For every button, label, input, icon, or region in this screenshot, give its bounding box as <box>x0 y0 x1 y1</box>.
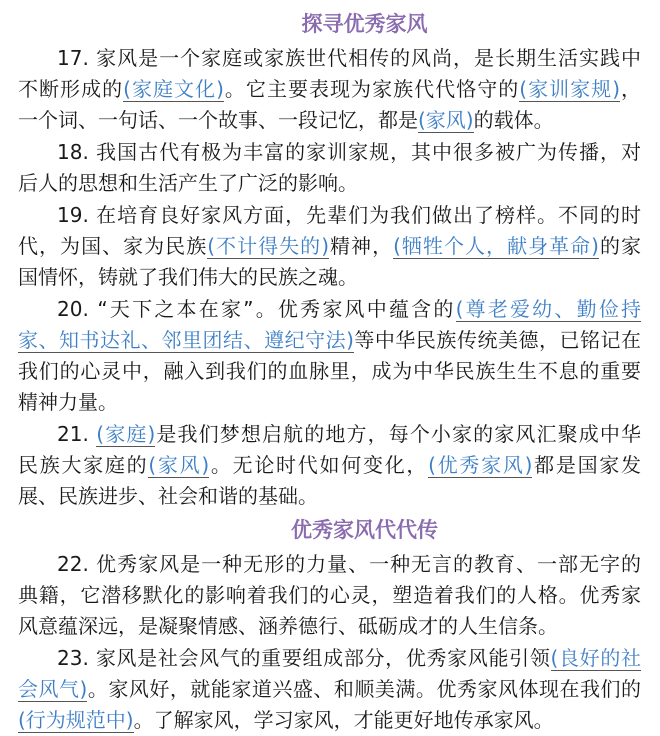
text-line <box>18 387 641 418</box>
text-line <box>18 705 641 736</box>
fill-in-answer: (牺牲个人，献身革命) <box>393 234 599 258</box>
text-segment: 后人的思想和生活产生了广泛的影响。 <box>18 171 358 195</box>
text-segment: 的载体。 <box>473 108 554 132</box>
text-segment: 。家风好，就能家道兴盛、和顺美满。优秀家风体现在我们的 <box>87 677 641 701</box>
text-line <box>18 262 641 293</box>
fill-in-answer: 家、知书达礼、邻里团结、遵纪守法) <box>18 328 354 352</box>
fill-in-answer: (不计得失的) <box>207 234 329 258</box>
section-heading: 优秀家风代代传 <box>291 518 438 542</box>
text-segment: 民族大家庭的 <box>18 453 149 477</box>
paragraph <box>18 419 641 512</box>
text-segment: 精神， <box>329 234 394 258</box>
text-line <box>18 105 641 136</box>
text-line <box>18 137 641 168</box>
text-segment: 22. 优秀家风是一种无形的力量、一种无言的教育、一部无字的 <box>57 552 641 576</box>
text-segment: 一个词、一句话、一个故事、一段记忆，都是 <box>18 108 418 132</box>
fill-in-answer: (家风) <box>418 108 474 132</box>
text-segment: 典籍，它潜移默化的影响着我们的心灵，塑造着我们的人格。优秀家 <box>18 583 641 607</box>
text-segment: 不断形成的 <box>18 77 124 101</box>
text-segment: 。它主要表现为家族代代恪守的 <box>223 77 520 101</box>
text-segment: 风意蕴深远，是凝聚情感、涵养德行、砥砺成才的人生信条。 <box>18 614 558 638</box>
fill-in-answer: (行为规范中) <box>18 708 134 732</box>
text-line <box>18 643 641 674</box>
text-line <box>18 325 641 356</box>
text-line <box>18 200 641 231</box>
text-line <box>18 43 641 74</box>
text-segment: 代，为国、家为民族 <box>18 234 208 258</box>
text-segment: 。了解家风，学习家风，才能更好地传承家风。 <box>133 708 554 732</box>
text-line <box>18 74 641 105</box>
text-line <box>18 294 641 325</box>
fill-in-answer: (家风) <box>148 453 210 477</box>
text-line <box>18 168 641 199</box>
text-line <box>18 674 641 705</box>
text-segment: 我们的心灵中，融入到我们的血脉里，成为中华民族生生不息的重要 <box>18 359 641 383</box>
paragraph <box>18 137 641 199</box>
text-line <box>18 580 641 611</box>
text-segment: 18. 我国古代有极为丰富的家训家规，其中很多被广为传播，对 <box>57 140 641 164</box>
text-segment: 精神力量。 <box>18 390 118 414</box>
text-segment: 国情怀，铸就了我们伟大的民族之魂。 <box>18 265 358 289</box>
section-heading: 探寻优秀家风 <box>301 12 428 36</box>
fill-in-answer: (优秀家风) <box>428 453 533 477</box>
text-line <box>18 450 641 481</box>
fill-in-answer: (良好的社 <box>550 646 641 670</box>
text-segment: 17. 家风是一个家庭或家族世代相传的风尚，是长期生活实践中 <box>57 46 641 70</box>
paragraph <box>18 200 641 293</box>
text-line <box>18 611 641 642</box>
text-segment: 。无论时代如何变化， <box>209 453 429 477</box>
text-segment: 19. 在培育良好家风方面，先辈们为我们做出了榜样。不同的时 <box>57 203 641 227</box>
text-segment: 21. <box>57 422 97 446</box>
fill-in-answer: (家训家规) <box>519 77 620 101</box>
text-line <box>18 356 641 387</box>
paragraph <box>18 549 641 642</box>
text-segment: 展、民族进步、社会和谐的基础。 <box>18 484 318 508</box>
text-segment: 是我们梦想启航的地方，每个小家的家风汇聚成中华 <box>155 422 641 446</box>
text-segment: 20. “天下之本在家”。优秀家风中蕴含的 <box>57 297 456 321</box>
text-line <box>18 231 641 262</box>
text-line <box>18 549 641 580</box>
paragraph <box>18 43 641 136</box>
text-segment: 的家 <box>598 234 641 258</box>
fill-in-answer: 会风气) <box>18 677 88 701</box>
text-segment: 等中华民族传统美德，已铭记在 <box>353 328 641 352</box>
text-segment: 都是国家发 <box>532 453 641 477</box>
document-page <box>18 6 641 736</box>
text-segment: ， <box>620 77 641 101</box>
text-line <box>18 481 641 512</box>
fill-in-answer: (尊老爱幼、勤俭持 <box>455 297 641 321</box>
paragraph <box>18 294 641 418</box>
fill-in-answer: (家庭文化) <box>123 77 224 101</box>
text-segment: 23. 家风是社会风气的重要组成部分，优秀家风能引领 <box>57 646 551 670</box>
fill-in-answer: (家庭) <box>96 422 156 446</box>
paragraph <box>18 643 641 736</box>
text-line <box>18 419 641 450</box>
